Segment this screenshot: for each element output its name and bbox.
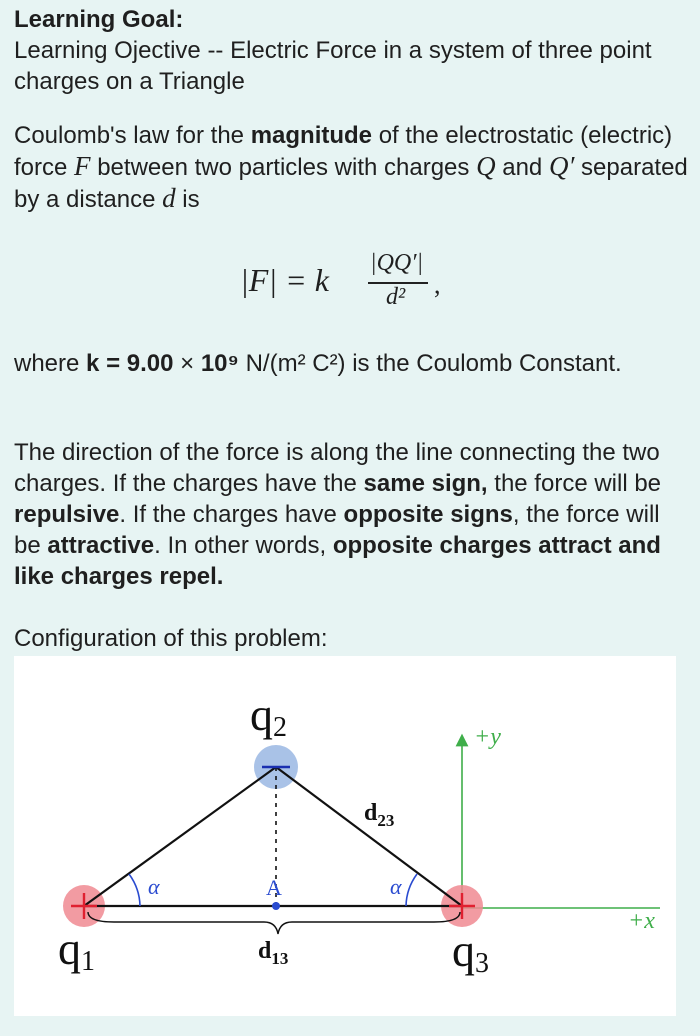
learning-objective: Learning Ojective -- Electric Force in a system of three point charges on a Triangle bbox=[14, 37, 652, 95]
alpha-left-label: α bbox=[148, 874, 160, 899]
alpha-right-label: α bbox=[390, 874, 402, 899]
configuration-label: Configuration of this problem: bbox=[14, 625, 328, 652]
formula-comma: , bbox=[434, 270, 441, 299]
plus-x-label: +x bbox=[628, 908, 655, 934]
q2-label: q2 bbox=[250, 689, 287, 743]
side-q1-q2 bbox=[84, 767, 276, 906]
d13-label: $d_{13}$ bbox=[258, 938, 289, 968]
coulomb-constant-text: where k = 9.00 × 10⁹ N/(m² C²) is the Coulomb Constant. bbox=[14, 350, 622, 377]
point-a-dot bbox=[272, 902, 280, 910]
formula-numerator: |QQ′| bbox=[370, 250, 424, 276]
point-a-label: A bbox=[266, 875, 282, 900]
learning-goal-heading: Learning Goal: bbox=[14, 6, 184, 33]
q3-label: q3 bbox=[452, 925, 489, 979]
formula-denominator: d² bbox=[386, 284, 406, 310]
formula-lhs: |F| = k bbox=[240, 262, 329, 298]
d13-brace bbox=[88, 912, 460, 934]
triangle-configuration-figure bbox=[14, 656, 676, 1016]
force-direction-text: The direction of the force is along the line connecting the two charges. If the charges have the same sign, the force will be repulsive. If the charges have opposite signs, the force will be attractive. In other words, opposite charges attract and like charges repel. bbox=[14, 439, 662, 590]
plus-y-label: +y bbox=[474, 724, 501, 750]
alpha-right-arc bbox=[406, 874, 417, 906]
coulomb-formula bbox=[240, 248, 540, 328]
coulomb-law-intro: Coulomb's law for the magnitude of the electrostatic (electric) force F between two particles with charges Q and Q′ separated by a distance d is bbox=[14, 122, 688, 213]
alpha-left-arc bbox=[129, 874, 140, 906]
q1-label: q1 bbox=[58, 923, 95, 977]
d23-label: $d_{23}$ bbox=[364, 800, 395, 830]
side-q2-q3 bbox=[276, 767, 462, 906]
